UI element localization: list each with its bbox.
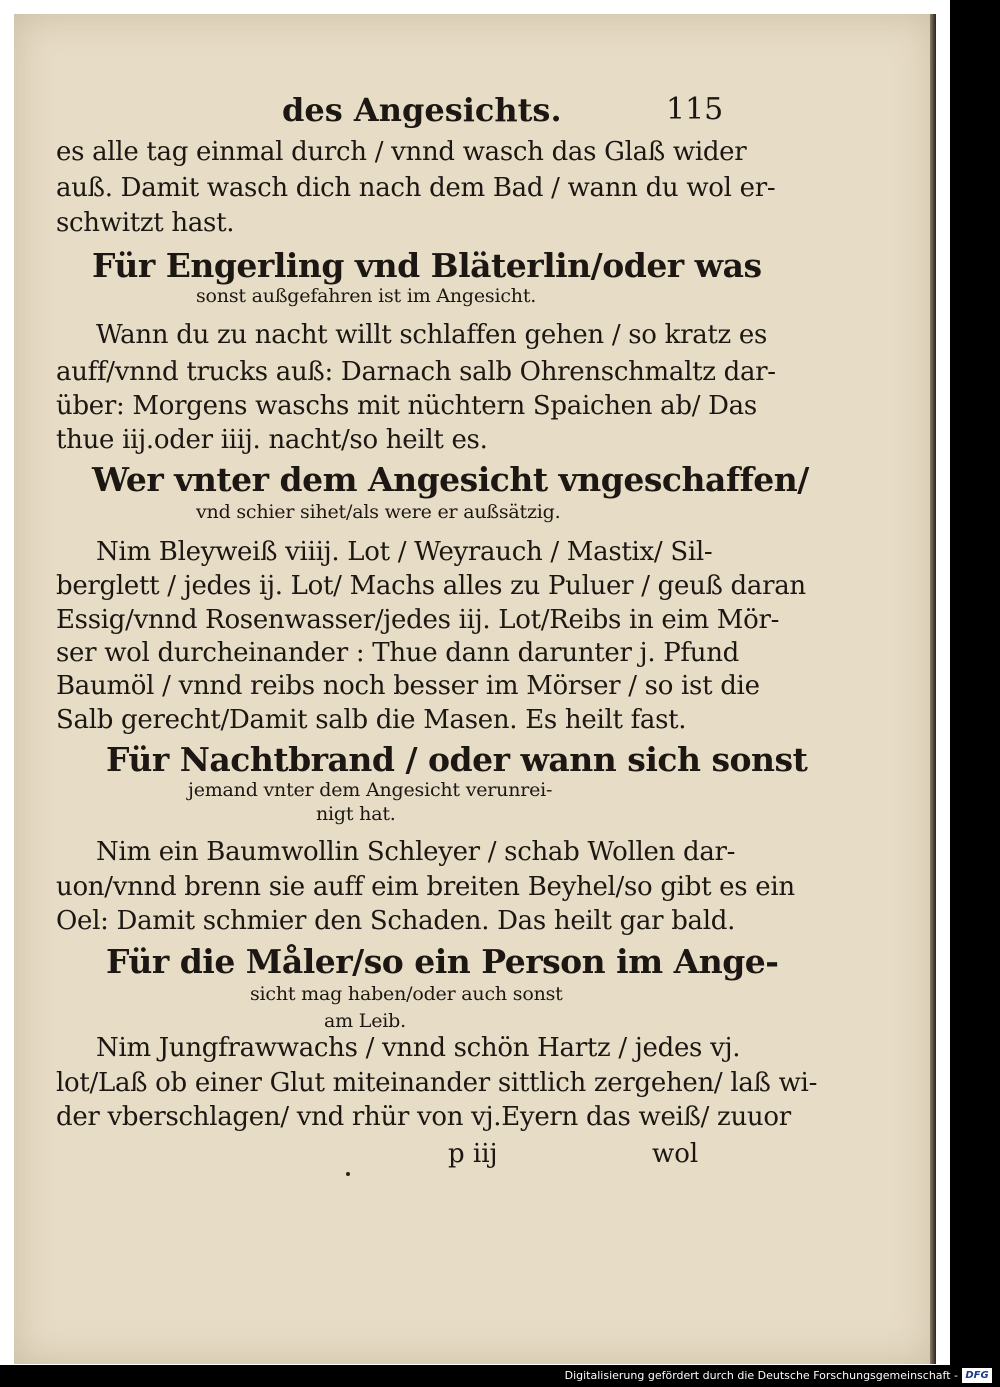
text-line: auß. Damit wasch dich nach dem Bad / wann du wol er- bbox=[56, 173, 776, 203]
section-subheading: nigt hat. bbox=[316, 803, 396, 825]
page-edge-shadow bbox=[930, 14, 936, 1364]
running-head: des Angesichts. bbox=[282, 91, 562, 129]
section-subheading: sonst außgefahren ist im Angesicht. bbox=[196, 285, 537, 307]
text-line: berglett / jedes ij. Lot/ Machs alles zu Puluer / geuß daran bbox=[56, 571, 806, 601]
text-line: ser wol durcheinander : Thue dann darunter j. Pfund bbox=[56, 638, 739, 668]
section-heading: Für die Måler/so ein Person im Ange- bbox=[106, 942, 779, 981]
ink-speck bbox=[346, 1172, 350, 1176]
section-heading: Für Nachtbrand / oder wann sich sonst bbox=[106, 740, 808, 779]
text-line: auff/vnnd trucks auß: Darnach salb Ohrenschmaltz dar- bbox=[56, 357, 776, 387]
text-line: es alle tag einmal durch / vnnd wasch das Glaß wider bbox=[56, 137, 747, 167]
signature-mark: p iij bbox=[448, 1139, 498, 1169]
text-line: Salb gerecht/Damit salb die Masen. Es heilt fast. bbox=[56, 705, 687, 735]
book-page bbox=[14, 14, 934, 1364]
text-line: Nim ein Baumwollin Schleyer / schab Wollen dar- bbox=[96, 837, 736, 867]
text-line: thue iij.oder iiij. nacht/so heilt es. bbox=[56, 425, 488, 455]
section-heading: Wer vnter dem Angesicht vngeschaffen/ bbox=[92, 460, 809, 499]
dfg-logo-icon: DFG bbox=[962, 1368, 992, 1383]
text-line: Baumöl / vnnd reibs noch besser im Mörser / so ist die bbox=[56, 671, 760, 701]
text-line: Nim Jungfrawwachs / vnnd schön Hartz / jedes vj. bbox=[96, 1033, 741, 1063]
funding-credit: Digitalisierung gefördert durch die Deutsche Forschungsgemeinschaft - bbox=[564, 1369, 958, 1382]
text-line: schwitzt hast. bbox=[56, 208, 235, 238]
section-subheading: sicht mag haben/oder auch sonst bbox=[250, 983, 563, 1005]
text-line: lot/Laß ob einer Glut miteinander sittlich zergehen/ laß wi- bbox=[56, 1068, 818, 1098]
section-subheading: vnd schier sihet/als were er außsätzig. bbox=[196, 501, 561, 523]
section-heading: Für Engerling vnd Bläterlin/oder was bbox=[92, 246, 762, 285]
text-line: über: Morgens waschs mit nüchtern Spaichen ab/ Das bbox=[56, 391, 757, 421]
text-line: Essig/vnnd Rosenwasser/jedes iij. Lot/Reibs in eim Mör- bbox=[56, 605, 780, 635]
text-line: uon/vnnd brenn sie auff eim breiten Beyhel/so gibt es ein bbox=[56, 872, 795, 902]
page-number: 115 bbox=[666, 92, 724, 127]
text-line: der vberschlagen/ vnd rhür von vj.Eyern das weiß/ zuuor bbox=[56, 1102, 791, 1132]
text-line: Nim Bleyweiß viiij. Lot / Weyrauch / Mastix/ Sil- bbox=[96, 537, 713, 567]
section-subheading: am Leib. bbox=[324, 1010, 406, 1032]
section-subheading: jemand vnter dem Angesicht verunrei- bbox=[188, 779, 553, 801]
text-line: Oel: Damit schmier den Schaden. Das heilt gar bald. bbox=[56, 906, 736, 936]
text-line: Wann du zu nacht willt schlaffen gehen / so kratz es bbox=[96, 320, 768, 350]
catchword: wol bbox=[652, 1139, 699, 1169]
